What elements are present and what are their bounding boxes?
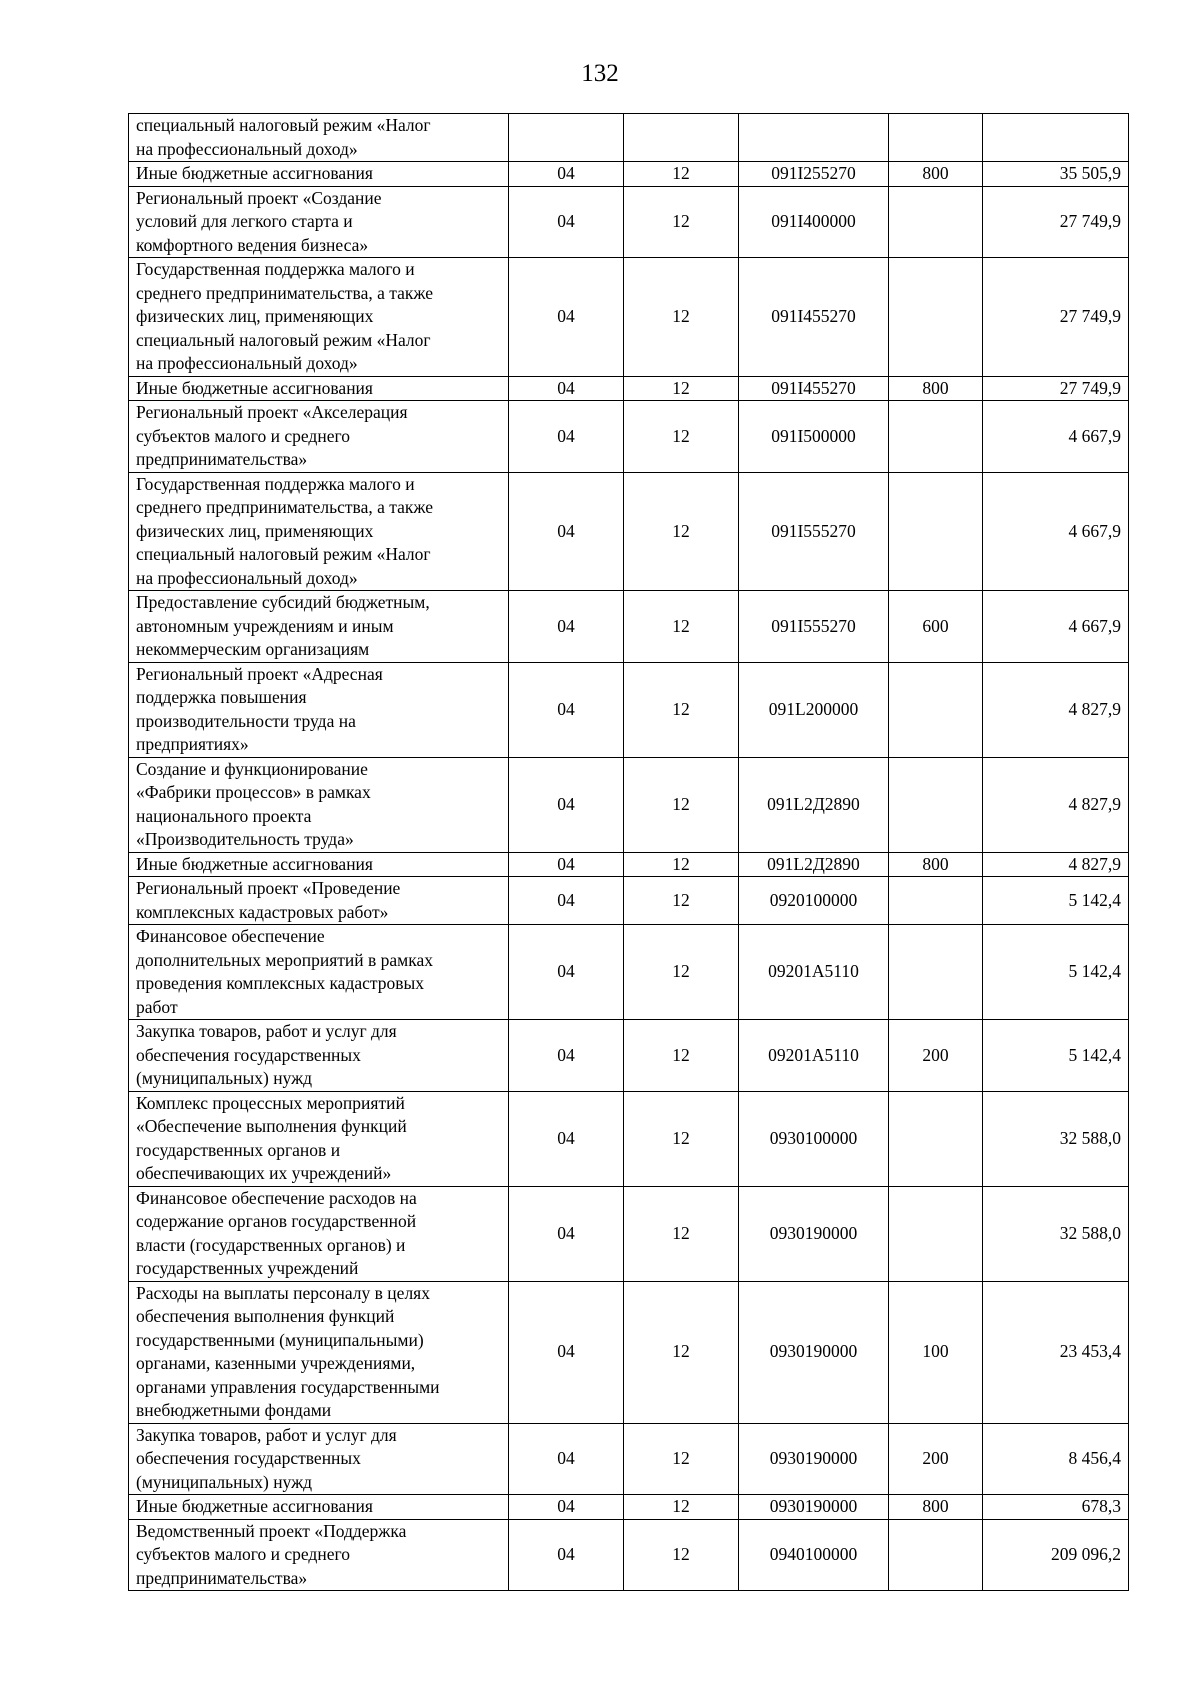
table-row xyxy=(129,114,1129,162)
section-code-cell: 04 xyxy=(509,258,624,377)
table-row xyxy=(129,186,1129,258)
amount-cell: 27 749,9 xyxy=(983,258,1129,377)
target-article-cell: 0930190000 xyxy=(739,1423,889,1495)
table-row xyxy=(129,591,1129,663)
amount-cell: 27 749,9 xyxy=(983,376,1129,401)
expense-name-cell: Предоставление субсидий бюджетным, автономным учреждениям и иным некоммерческим организациям xyxy=(129,591,509,663)
table-row xyxy=(129,1423,1129,1495)
budget-table-body xyxy=(129,114,1129,1591)
expense-name-cell: Расходы на выплаты персоналу в целях обеспечения выполнения функций государственными (муниципальными) органами, казенными учреждениями, органами управления государственными внебюджетными фондами xyxy=(129,1281,509,1423)
expense-type-cell: 200 xyxy=(889,1423,983,1495)
amount-cell: 5 142,4 xyxy=(983,925,1129,1020)
target-article-cell: 0940100000 xyxy=(739,1519,889,1591)
section-code-cell: 04 xyxy=(509,1423,624,1495)
section-code-cell: 04 xyxy=(509,852,624,877)
amount-cell: 4 667,9 xyxy=(983,401,1129,473)
expense-name-cell: Иные бюджетные ассигнования xyxy=(129,1495,509,1520)
expense-type-cell: 800 xyxy=(889,852,983,877)
section-code-cell xyxy=(509,114,624,162)
subsection-code-cell: 12 xyxy=(624,757,739,852)
section-code-cell: 04 xyxy=(509,376,624,401)
target-article-cell: 0930190000 xyxy=(739,1495,889,1520)
expense-name-cell: Региональный проект «Проведение комплексных кадастровых работ» xyxy=(129,877,509,925)
expense-type-cell: 100 xyxy=(889,1281,983,1423)
expense-name-cell: Создание и функционирование «Фабрики процессов» в рамках национального проекта «Производительность труда» xyxy=(129,757,509,852)
subsection-code-cell: 12 xyxy=(624,1020,739,1092)
amount-cell: 27 749,9 xyxy=(983,186,1129,258)
expense-type-cell: 800 xyxy=(889,1495,983,1520)
expense-name-cell: Закупка товаров, работ и услуг для обеспечения государственных (муниципальных) нужд xyxy=(129,1020,509,1092)
amount-cell: 4 667,9 xyxy=(983,591,1129,663)
table-row xyxy=(129,1495,1129,1520)
subsection-code-cell: 12 xyxy=(624,1186,739,1281)
budget-table xyxy=(128,113,1129,1591)
table-row xyxy=(129,1281,1129,1423)
subsection-code-cell: 12 xyxy=(624,401,739,473)
table-row xyxy=(129,376,1129,401)
amount-cell: 32 588,0 xyxy=(983,1186,1129,1281)
expense-name-cell: Иные бюджетные ассигнования xyxy=(129,162,509,187)
section-code-cell: 04 xyxy=(509,1495,624,1520)
amount-cell: 4 667,9 xyxy=(983,472,1129,591)
target-article-cell: 091I400000 xyxy=(739,186,889,258)
subsection-code-cell: 12 xyxy=(624,258,739,377)
table-row xyxy=(129,852,1129,877)
expense-type-cell: 800 xyxy=(889,376,983,401)
expense-type-cell xyxy=(889,472,983,591)
subsection-code-cell xyxy=(624,114,739,162)
amount-cell: 209 096,2 xyxy=(983,1519,1129,1591)
expense-name-cell: Финансовое обеспечение расходов на содержание органов государственной власти (государственных органов) и государственных учреждений xyxy=(129,1186,509,1281)
section-code-cell: 04 xyxy=(509,1281,624,1423)
expense-type-cell: 200 xyxy=(889,1020,983,1092)
table-row xyxy=(129,925,1129,1020)
expense-type-cell: 600 xyxy=(889,591,983,663)
table-row xyxy=(129,258,1129,377)
subsection-code-cell: 12 xyxy=(624,925,739,1020)
table-row xyxy=(129,877,1129,925)
page-number: 132 xyxy=(581,60,619,87)
target-article-cell: 0920100000 xyxy=(739,877,889,925)
subsection-code-cell: 12 xyxy=(624,1281,739,1423)
expense-name-cell: Иные бюджетные ассигнования xyxy=(129,852,509,877)
subsection-code-cell: 12 xyxy=(624,1495,739,1520)
expense-type-cell xyxy=(889,925,983,1020)
expense-type-cell xyxy=(889,401,983,473)
subsection-code-cell: 12 xyxy=(624,591,739,663)
subsection-code-cell: 12 xyxy=(624,186,739,258)
section-code-cell: 04 xyxy=(509,1091,624,1186)
expense-name-cell: Региональный проект «Создание условий для легкого старта и комфортного ведения бизнеса» xyxy=(129,186,509,258)
table-row xyxy=(129,1519,1129,1591)
table-row xyxy=(129,1091,1129,1186)
table-row xyxy=(129,1020,1129,1092)
expense-name-cell: специальный налоговый режим «Налог на профессиональный доход» xyxy=(129,114,509,162)
section-code-cell: 04 xyxy=(509,186,624,258)
amount-cell xyxy=(983,114,1129,162)
amount-cell: 23 453,4 xyxy=(983,1281,1129,1423)
subsection-code-cell: 12 xyxy=(624,1091,739,1186)
target-article-cell: 0930100000 xyxy=(739,1091,889,1186)
expense-type-cell xyxy=(889,1186,983,1281)
expense-name-cell: Иные бюджетные ассигнования xyxy=(129,376,509,401)
section-code-cell: 04 xyxy=(509,472,624,591)
amount-cell: 32 588,0 xyxy=(983,1091,1129,1186)
expense-type-cell xyxy=(889,114,983,162)
target-article-cell: 09201A5110 xyxy=(739,1020,889,1092)
section-code-cell: 04 xyxy=(509,925,624,1020)
amount-cell: 35 505,9 xyxy=(983,162,1129,187)
section-code-cell: 04 xyxy=(509,757,624,852)
table-row xyxy=(129,162,1129,187)
target-article-cell: 09201A5110 xyxy=(739,925,889,1020)
expense-type-cell xyxy=(889,877,983,925)
expense-name-cell: Государственная поддержка малого и среднего предпринимательства, а также физических лиц, применяющих специальный налоговый режим «Налог на профессиональный доход» xyxy=(129,258,509,377)
expense-name-cell: Закупка товаров, работ и услуг для обеспечения государственных (муниципальных) нужд xyxy=(129,1423,509,1495)
amount-cell: 4 827,9 xyxy=(983,852,1129,877)
section-code-cell: 04 xyxy=(509,1186,624,1281)
target-article-cell: 091I555270 xyxy=(739,472,889,591)
amount-cell: 8 456,4 xyxy=(983,1423,1129,1495)
section-code-cell: 04 xyxy=(509,401,624,473)
expense-type-cell xyxy=(889,258,983,377)
amount-cell: 4 827,9 xyxy=(983,662,1129,757)
target-article-cell: 091L2Д2890 xyxy=(739,757,889,852)
expense-name-cell: Ведомственный проект «Поддержка субъектов малого и среднего предпринимательства» xyxy=(129,1519,509,1591)
subsection-code-cell: 12 xyxy=(624,662,739,757)
subsection-code-cell: 12 xyxy=(624,162,739,187)
subsection-code-cell: 12 xyxy=(624,852,739,877)
target-article-cell xyxy=(739,114,889,162)
expense-name-cell: Финансовое обеспечение дополнительных мероприятий в рамках проведения комплексных кадастровых работ xyxy=(129,925,509,1020)
table-row xyxy=(129,1186,1129,1281)
expense-type-cell: 800 xyxy=(889,162,983,187)
amount-cell: 5 142,4 xyxy=(983,877,1129,925)
target-article-cell: 0930190000 xyxy=(739,1186,889,1281)
section-code-cell: 04 xyxy=(509,662,624,757)
table-row xyxy=(129,401,1129,473)
target-article-cell: 091I455270 xyxy=(739,258,889,377)
section-code-cell: 04 xyxy=(509,1519,624,1591)
expense-name-cell: Комплекс процессных мероприятий «Обеспечение выполнения функций государственных органов и обеспечивающих их учреждений» xyxy=(129,1091,509,1186)
section-code-cell: 04 xyxy=(509,162,624,187)
target-article-cell: 0930190000 xyxy=(739,1281,889,1423)
amount-cell: 5 142,4 xyxy=(983,1020,1129,1092)
target-article-cell: 091I500000 xyxy=(739,401,889,473)
target-article-cell: 091I455270 xyxy=(739,376,889,401)
expense-type-cell xyxy=(889,1091,983,1186)
subsection-code-cell: 12 xyxy=(624,376,739,401)
section-code-cell: 04 xyxy=(509,1020,624,1092)
target-article-cell: 091I255270 xyxy=(739,162,889,187)
target-article-cell: 091L200000 xyxy=(739,662,889,757)
section-code-cell: 04 xyxy=(509,591,624,663)
target-article-cell: 091L2Д2890 xyxy=(739,852,889,877)
amount-cell: 678,3 xyxy=(983,1495,1129,1520)
table-row xyxy=(129,757,1129,852)
expense-name-cell: Региональный проект «Акселерация субъектов малого и среднего предпринимательства» xyxy=(129,401,509,473)
expense-name-cell: Региональный проект «Адресная поддержка повышения производительности труда на предприятиях» xyxy=(129,662,509,757)
table-row xyxy=(129,662,1129,757)
section-code-cell: 04 xyxy=(509,877,624,925)
table-row xyxy=(129,472,1129,591)
subsection-code-cell: 12 xyxy=(624,472,739,591)
subsection-code-cell: 12 xyxy=(624,1423,739,1495)
expense-type-cell xyxy=(889,1519,983,1591)
expense-name-cell: Государственная поддержка малого и среднего предпринимательства, а также физических лиц, применяющих специальный налоговый режим «Налог на профессиональный доход» xyxy=(129,472,509,591)
subsection-code-cell: 12 xyxy=(624,1519,739,1591)
expense-type-cell xyxy=(889,662,983,757)
target-article-cell: 091I555270 xyxy=(739,591,889,663)
expense-type-cell xyxy=(889,186,983,258)
subsection-code-cell: 12 xyxy=(624,877,739,925)
expense-type-cell xyxy=(889,757,983,852)
amount-cell: 4 827,9 xyxy=(983,757,1129,852)
